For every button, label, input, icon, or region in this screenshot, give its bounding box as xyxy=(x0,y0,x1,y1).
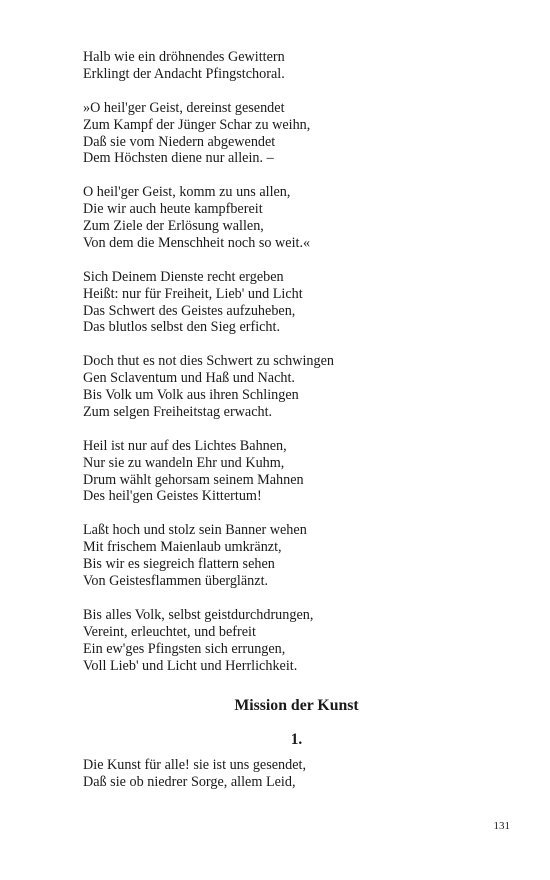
verse-line: Halb wie ein dröhnendes Gewittern xyxy=(83,49,285,65)
stanza xyxy=(83,184,483,252)
page-number: 131 xyxy=(493,820,510,832)
verse-line: Zum selgen Freiheitstag erwacht. xyxy=(83,403,273,420)
stanza xyxy=(83,100,483,168)
verse-line: Des heil'gen Geistes Kittertum! xyxy=(83,488,262,505)
verse-line: O heil'ger Geist, komm zu uns allen, xyxy=(83,184,291,201)
verse-line: Sich Deinem Dienste recht ergeben xyxy=(83,268,284,285)
verse-line: Doch thut es not dies Schwert zu schwingen xyxy=(83,353,334,370)
verse-line: Bis Volk um Volk aus ihren Schlingen xyxy=(83,387,299,404)
section-title: Mission der Kunst xyxy=(234,697,359,714)
verse-line: Von Geistesflammen überglänzt. xyxy=(83,573,269,589)
verse-line: Die Kunst für alle! sie ist uns gesendet, xyxy=(83,757,307,773)
verse-line: Heil ist nur auf des Lichtes Bahnen, xyxy=(83,437,287,454)
part-number: 1. xyxy=(290,731,303,748)
stanza xyxy=(83,522,483,590)
verse-line: Mit frischem Maienlaub umkränzt, xyxy=(83,539,282,556)
verse-line: Zum Kampf der Jünger Schar zu weihn, xyxy=(83,116,311,133)
verse-line: Voll Lieb' und Licht und Herrlichkeit. xyxy=(83,657,298,674)
second-poem-text xyxy=(83,757,483,791)
stanza xyxy=(83,438,483,506)
verse-line: Erklingt der Andacht Pfingstchoral. xyxy=(83,65,285,82)
verse-line: Bis wir es siegreich flattern sehen xyxy=(83,556,275,573)
verse-line: Vereint, erleuchtet, und befreit xyxy=(83,623,256,640)
verse-line: Drum wählt gehorsam seinem Mahnen xyxy=(83,471,304,488)
stanza xyxy=(83,607,483,675)
verse-line: Nur sie zu wandeln Ehr und Kuhm, xyxy=(83,454,285,471)
stanza xyxy=(83,49,483,83)
verse-line: Laßt hoch und stolz sein Banner wehen xyxy=(83,522,307,539)
verse-line: »O heil'ger Geist, dereinst gesendet xyxy=(83,99,285,116)
verse-line: Heißt: nur für Freiheit, Lieb' und Licht xyxy=(83,285,303,302)
verse-line: Das Schwert des Geistes aufzuheben, xyxy=(83,302,296,319)
verse-line: Die wir auch heute kampfbereit xyxy=(83,201,263,218)
verse-line: Daß sie ob niedrer Sorge, allem Leid, xyxy=(83,773,296,790)
verse-line: Zum Ziele der Erlösung wallen, xyxy=(83,218,264,235)
poem-text xyxy=(83,49,483,691)
stanza xyxy=(83,353,483,421)
verse-line: Ein ew'ges Pfingsten sich errungen, xyxy=(83,640,286,657)
verse-line: Bis alles Volk, selbst geistdurchdrungen, xyxy=(83,606,314,623)
verse-line: Daß sie vom Niedern abgewendet xyxy=(83,133,276,150)
verse-line: Gen Sclaventum und Haß und Nacht. xyxy=(83,370,295,387)
stanza xyxy=(83,269,483,337)
verse-line: Das blutlos selbst den Sieg erficht. xyxy=(83,319,281,336)
verse-line: Von dem die Menschheit noch so weit.« xyxy=(83,234,311,251)
verse-line: Dem Höchsten diene nur allein. – xyxy=(83,150,274,167)
